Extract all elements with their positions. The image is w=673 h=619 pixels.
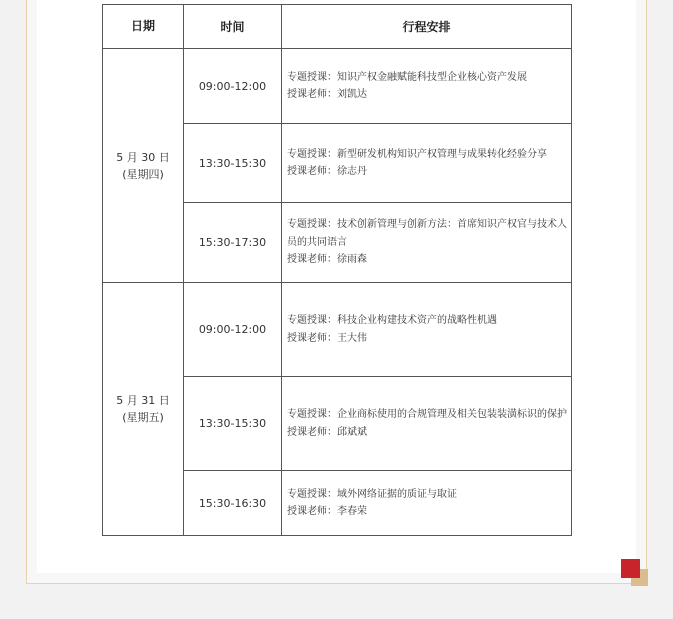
topic-text: 专题授课：知识产权金融赋能科技型企业核心资产发展 [287, 71, 527, 83]
teacher-text: 授课老师：王大伟 [287, 332, 367, 344]
plan-cell [282, 203, 572, 283]
time-cell: 09:00-12:00 [184, 49, 282, 124]
corner-decoration-red [621, 559, 640, 578]
topic-text: 专题授课：域外网络证据的质证与取证 [287, 488, 457, 500]
time-cell: 15:30-16:30 [184, 471, 282, 536]
time-cell: 09:00-12:00 [184, 283, 282, 377]
plan-cell [282, 471, 572, 536]
weekday-label: (星期四) [122, 167, 164, 181]
date-label: 5 月 30 日 [116, 150, 170, 164]
plan-cell [282, 49, 572, 124]
plan-cell [282, 283, 572, 377]
teacher-text: 授课老师：刘凯达 [287, 89, 367, 100]
header-time: 时间 [184, 5, 282, 49]
plan-cell [282, 124, 572, 203]
teacher-text: 授课老师：徐志丹 [287, 166, 367, 177]
date-label: 5 月 31 日 [116, 394, 170, 407]
topic-text: 专题授课：技术创新管理与创新方法：首席知识产权官与技术人员的共同语言 [287, 219, 567, 248]
teacher-text: 授课老师：徐雨森 [287, 254, 367, 266]
topic-text: 专题授课：科技企业构建技术资产的战略性机遇 [287, 315, 497, 326]
header-date: 日期 [103, 5, 184, 49]
time-cell: 13:30-15:30 [184, 124, 282, 203]
time-cell: 13:30-15:30 [184, 377, 282, 471]
teacher-text: 授课老师：李春荣 [287, 506, 367, 517]
time-cell: 15:30-17:30 [184, 203, 282, 283]
weekday-label: (星期五) [122, 411, 164, 424]
schedule-table [102, 4, 572, 536]
topic-text: 专题授课：新型研发机构知识产权管理与成果转化经验分享 [287, 148, 547, 160]
header-plan: 行程安排 [282, 5, 572, 49]
topic-text: 专题授课：企业商标使用的合规管理及相关包装装潢标识的保护 [287, 409, 567, 420]
date-cell [103, 49, 184, 283]
table-row [103, 49, 572, 124]
teacher-text: 授课老师：邱斌斌 [287, 426, 367, 438]
table-row [103, 283, 572, 377]
date-cell [103, 283, 184, 536]
table-header-row [103, 5, 572, 49]
plan-cell [282, 377, 572, 471]
